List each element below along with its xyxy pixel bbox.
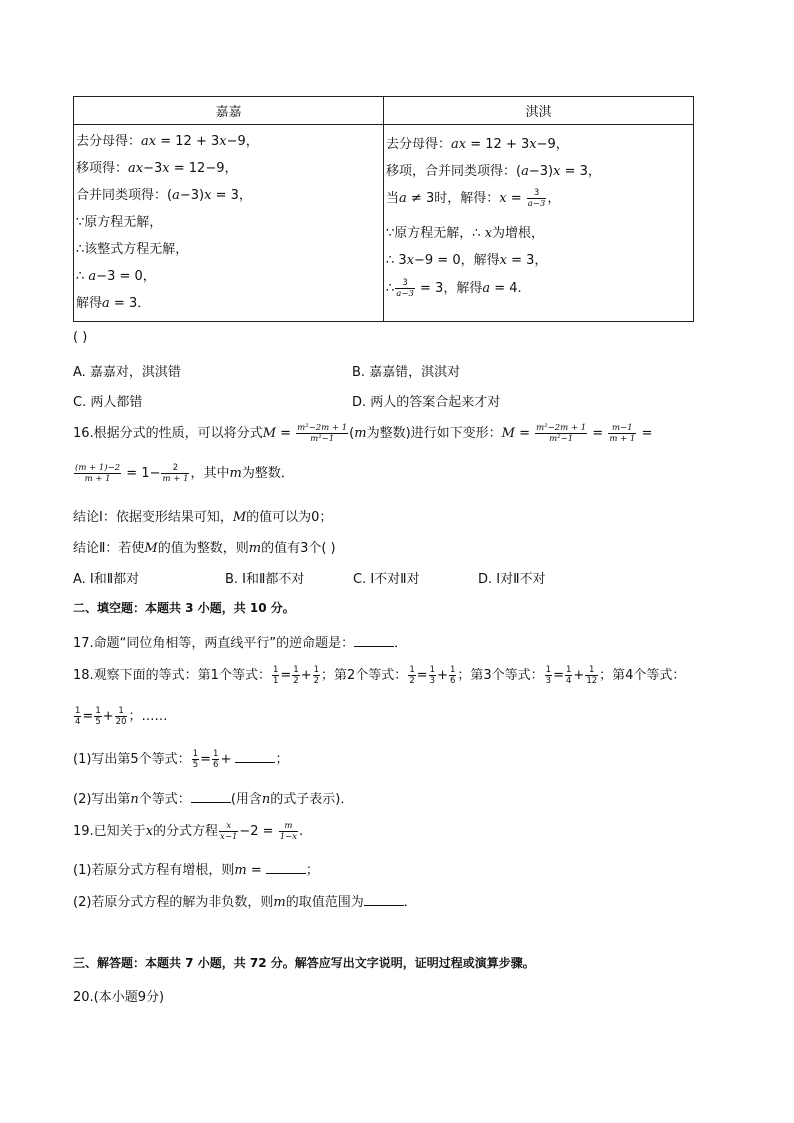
right-line-4: ∵原方程无解，∴ x为增根，	[386, 226, 545, 241]
qiqi-solution	[384, 125, 694, 322]
q18-intro-line-1: 18.观察下面的等式：第1个等式： $\frac{1}{1}$ = $\frac{1}{2}$ + $\frac{1}{2}$ ；第2个等式： $\frac{1}{2}$ = $\frac{1}{3}$ + $\frac{1}{6}$ ；第3个等式： $\frac{1}{3}$ = $\frac{1}{4}$ + $\frac{1}{12}$ ；第4个等式：	[73, 665, 686, 686]
q16-option-d: D. Ⅰ对Ⅱ不对	[478, 572, 546, 587]
jiajia-solution	[74, 125, 384, 322]
q16-option-b: B. Ⅰ和Ⅱ都不对	[225, 572, 305, 587]
q15-option-a: A. 嘉嘉对，淇淇错	[73, 365, 181, 380]
q19-part-2: (2)若原分式方程的解为非负数，则m的取值范围为 ．	[73, 895, 417, 910]
right-line-5: ∴ 3x−9 = 0，解得x = 3，	[386, 253, 548, 268]
left-line-7: 解得a = 3．	[76, 296, 151, 311]
left-line-1: 去分母得：ax = 12 + 3x−9，	[76, 134, 259, 149]
q18-part-1: (1)写出第5个等式： $\frac{1}{5}$ = $\frac{1}{6}$ + ；	[73, 749, 289, 770]
q18-intro-line-2: $\frac{1}{4}$ = $\frac{1}{5}$ + $\frac{1}{20}$ ；……	[75, 706, 168, 727]
header-jiajia: 嘉嘉	[74, 97, 384, 125]
header-qiqi: 淇淇	[384, 97, 694, 125]
right-line-6: ∴ $\frac{3}{a-3}$ = 3，解得a = 4.	[386, 278, 522, 299]
right-line-3: 当a ≠ 3时，解得：x = $\frac{3}{a-3}$ ，	[386, 188, 561, 209]
q15-option-c: C. 两人都错	[73, 395, 143, 410]
q18-part-2: (2)写出第n个等式： (用含n的式子表示)．	[73, 792, 354, 807]
q15-option-d: D. 两人的答案合起来才对	[352, 395, 501, 410]
q16-conclusion-2: 结论Ⅱ：若使M的值为整数，则m的值有3个( )	[73, 541, 336, 556]
q15-answer-paren: ( )	[73, 330, 88, 345]
q16-option-c: C. Ⅰ不对Ⅱ对	[353, 572, 420, 587]
q15-option-b: B. 嘉嘉错，淇淇对	[352, 365, 461, 380]
q16-conclusion-1: 结论Ⅰ：依据变形结果可知，M的值可以为0；	[73, 510, 333, 525]
q16-stem-line-1: 16.根据分式的性质，可以将分式M = $\frac{\text{m²−2m + 1}}{\text{m²−1}}$ (m为整数)进行如下变形：M = $\frac{\text{m²−2m + 1}}{\text{m²−1}}$ = $\frac{m-1}{m + 1}$ =	[73, 423, 653, 444]
q20-heading: 20.(本小题9分)	[73, 990, 165, 1005]
left-line-6: ∴ a−3 = 0，	[76, 269, 156, 284]
solution-comparison-table	[73, 96, 694, 322]
left-line-2: 移项得：ax−3x = 12−9，	[76, 161, 238, 176]
right-line-1: 去分母得：ax = 12 + 3x−9，	[386, 137, 569, 152]
left-line-5: ∴该整式方程无解，	[76, 242, 189, 257]
left-line-4: ∵原方程无解，	[76, 215, 163, 230]
q19-part-1: (1)若原分式方程有增根，则m = ；	[73, 863, 319, 878]
q17-stem: 17.命题“同位角相等，两直线平行”的逆命题是： ．	[73, 636, 408, 651]
right-line-2: 移项，合并同类项得：(a−3)x = 3，	[386, 164, 601, 179]
section-2-heading: 二、填空题：本题共 3 小题，共 10 分。	[73, 601, 295, 615]
q16-option-a: A. Ⅰ和Ⅱ都对	[73, 572, 140, 587]
q16-stem-line-2: $\frac{(m + 1)-2}{m + 1}$ = 1− $\frac{2}{m + 1}$ ，其中m为整数．	[75, 463, 294, 484]
q19-stem: 19.已知关于x的分式方程 $\frac{x}{x-1}$ −2 = $\frac{m}{1-x}$ .	[73, 821, 304, 842]
section-3-heading: 三、解答题：本题共 7 小题，共 72 分。解答应写出文字说明，证明过程或演算步骤。	[73, 956, 535, 970]
left-line-3: 合并同类项得：(a−3)x = 3，	[76, 188, 252, 203]
